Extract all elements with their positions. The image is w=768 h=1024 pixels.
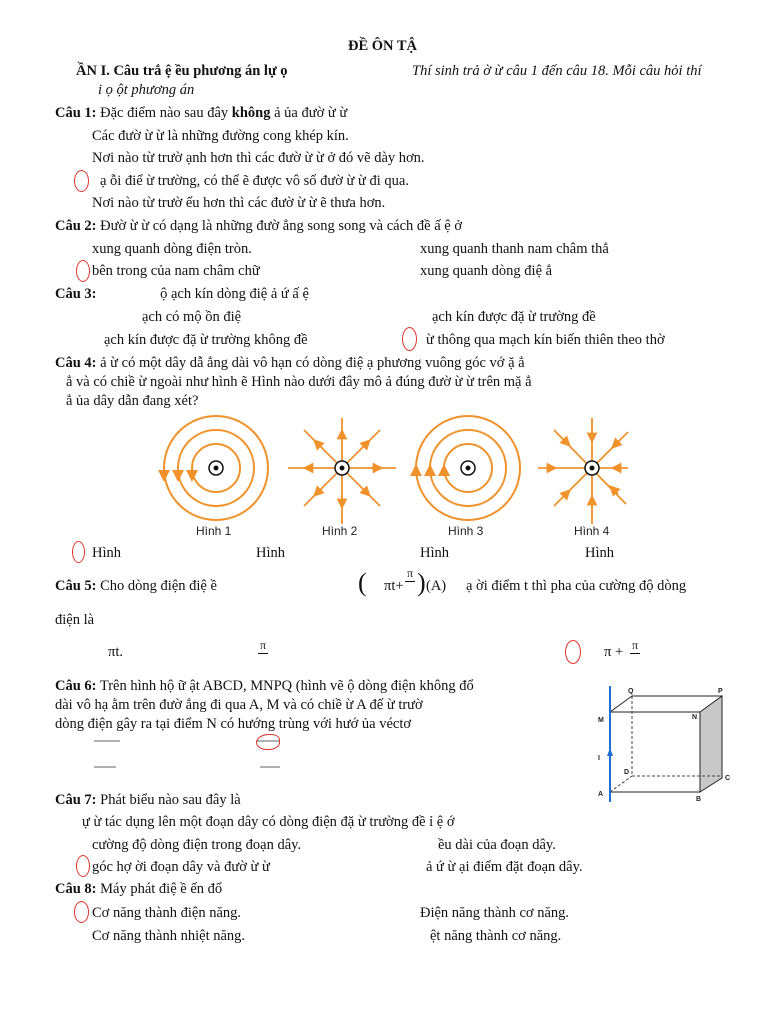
- q7-option-c: góc hợ ời đoạn dây và đườ ừ ừ: [92, 859, 270, 875]
- paren-right: ): [417, 568, 426, 597]
- vertex-c: C: [725, 775, 731, 782]
- vertex-d: D: [624, 769, 630, 776]
- question-stem: ả ủa đườ ừ ừ: [274, 105, 348, 121]
- question-7-line-1: ự ừ tác dụng lên một đoạn dây có dòng điện đặ ừ trường đề ỉ ệ ớ: [82, 814, 455, 830]
- q1-option-c: ạ ỗi điể ừ trường, có thể ẽ được vô số đườ ừ ừ đi qua.: [100, 173, 409, 189]
- part-heading: ẦN I. Câu trắ ệ ều phương án lự ọ: [76, 63, 288, 79]
- question-stem: Phát biểu nào sau đây là: [100, 792, 241, 808]
- q3-option-b: ạch kín được đặ ừ trường đề: [432, 309, 596, 325]
- q4-option-c: Hình: [420, 545, 449, 561]
- q2-option-b: xung quanh thanh nam châm thẳ: [420, 241, 609, 257]
- question-stem-cont: điện là: [55, 612, 95, 628]
- question-2: [55, 218, 462, 235]
- q8-option-a: Cơ năng thành điện năng.: [92, 905, 242, 921]
- vertex-a: A: [598, 791, 604, 798]
- figure-2: [288, 418, 396, 524]
- question-6-line-3: dòng điện gây ra tại điểm N có hướng trùng với hướ ủa véctơ: [55, 716, 412, 732]
- question-stem-emphasis: không: [231, 105, 271, 121]
- question-label: Câu 7:: [55, 792, 97, 808]
- q4-option-b: Hình: [256, 545, 285, 561]
- vertex-p: P: [718, 688, 723, 695]
- question-stem: Đặc điểm nào sau đây: [100, 105, 229, 121]
- figure-1-label: Hình 1: [196, 524, 232, 538]
- question-stem: Trên hình hộ ữ ật ABCD, MNPQ (hình vẽ ộ dòng điện không đổ: [99, 678, 474, 694]
- q5-option-d-fraction: π: [632, 638, 639, 652]
- question-label: Câu 5:: [55, 578, 97, 594]
- answer-mark: [402, 327, 417, 351]
- question-label: Câu 1:: [55, 105, 97, 121]
- q8-option-d: ệt năng thành cơ năng.: [430, 928, 562, 944]
- question-6: [55, 678, 474, 695]
- question-label: Câu 6:: [55, 678, 97, 694]
- question-3: [55, 286, 309, 303]
- q7-option-b: ều dài của đoạn dây.: [438, 837, 556, 853]
- figure-1: [164, 416, 268, 520]
- q3-option-d: ừ thông qua mạch kín biến thiên theo thờ: [426, 332, 665, 348]
- answer-mark: [76, 855, 90, 877]
- question-label: Câu 2:: [55, 218, 97, 234]
- q7-option-a: cường độ dòng điện trong đoạn dây.: [92, 837, 302, 853]
- question-5: [55, 578, 217, 595]
- question-stem: Cho dòng điện điệ ề: [100, 578, 217, 594]
- field-lines-figure: [150, 412, 630, 542]
- q5-option-b: π: [260, 638, 267, 652]
- q5-unit: (A): [426, 578, 447, 594]
- vertex-b: B: [696, 796, 702, 803]
- vertex-m: M: [598, 717, 604, 724]
- question-label: Câu 3:: [55, 286, 97, 302]
- q1-option-a: Các đườ ừ ừ là những đường cong khép kín.: [92, 128, 349, 144]
- question-stem: Máy phát điệ ề ến đổ: [100, 881, 223, 897]
- figure-4-label: Hình 4: [574, 524, 610, 538]
- q2-option-a: xung quanh dòng điện tròn.: [92, 241, 252, 257]
- figure-3: [416, 416, 520, 520]
- part-instruction: Thí sinh trả ờ ừ câu 1 đến câu 18. Mỗi câu hỏi thí: [412, 63, 702, 79]
- q1-option-d: Nơi nào từ trườ ếu hơn thì các đườ ừ ừ ẽ thưa hơn.: [92, 195, 386, 211]
- q2-option-d: xung quanh dòng điệ ẳ: [420, 263, 553, 279]
- q8-option-c: Cơ năng thành nhiệt năng.: [92, 928, 246, 944]
- q5-option-d: π +: [604, 644, 624, 660]
- box-figure: [592, 684, 742, 804]
- question-7: [55, 792, 241, 809]
- q2-option-c: bên trong của nam châm chữ: [92, 263, 260, 279]
- question-8: [55, 881, 222, 898]
- current-label: I: [598, 755, 600, 762]
- q8-option-b: Điện năng thành cơ năng.: [420, 905, 570, 921]
- question-4-line-3: ẳ ủa dây dẫn đang xét?: [66, 393, 199, 409]
- answer-mark: [74, 170, 89, 192]
- answer-mark: [256, 734, 280, 750]
- question-stem: ả ừ có một dây dẫ ẳng dài vô hạn có dòng điệ ạ phương vuông góc vớ ặ ẳ: [100, 355, 525, 371]
- figure-4: [538, 418, 628, 524]
- paren-left: (: [358, 568, 367, 597]
- figure-3-label: Hình 3: [448, 524, 484, 538]
- q1-option-b: Nơi nào từ trườ ạnh hơn thì các đườ ừ ừ ở đó vẽ dày hơn.: [92, 150, 425, 166]
- answer-mark: [565, 640, 581, 664]
- question-stem: Đườ ừ ừ có dạng là những đườ ẳng song song và cách đề ấ ệ ở: [100, 218, 463, 234]
- question-label: Câu 8:: [55, 881, 97, 897]
- answer-mark: [74, 901, 89, 923]
- q3-option-c: ạch kín được đặ ừ trường không đề: [104, 332, 308, 348]
- question-stem-cont: ạ ời điểm t thì pha của cường độ dòng: [466, 578, 687, 594]
- vertex-n: N: [692, 714, 698, 721]
- question-1: [55, 105, 347, 122]
- vertex-q: Q: [628, 688, 634, 695]
- question-6-line-2: dài vô hạ ằm trên đườ ẳng đi qua A, M và có chiề ừ A đế ừ trườ: [55, 697, 423, 713]
- q4-option-d: Hình: [585, 545, 614, 561]
- q5-option-a: πt.: [108, 644, 123, 660]
- part-instruction-cont: i ọ ột phương án: [98, 82, 195, 98]
- figure-2-label: Hình 2: [322, 524, 358, 538]
- question-4-line-2: ẳ và có chiề ừ ngoài như hình ẽ Hình nào dưới đây mô ả đúng đườ ừ ừ trên mặ ẳ: [66, 374, 532, 390]
- q5-fraction: π: [407, 566, 414, 580]
- question-4: [55, 355, 525, 372]
- question-label: Câu 4:: [55, 355, 97, 371]
- q5-formula: πt+: [384, 578, 404, 594]
- answer-mark: [72, 541, 85, 563]
- q3-option-a: ạch có mộ ồn điệ: [142, 309, 242, 325]
- question-stem: ộ ạch kín dòng điệ ả ứ ấ ệ: [160, 286, 309, 302]
- answer-mark: [76, 260, 90, 282]
- page-title: ĐỀ ÔN TẬ: [348, 38, 418, 54]
- q7-option-d: ả ứ ừ ại điểm đặt đoạn dây.: [426, 859, 583, 875]
- q4-option-a: Hình: [92, 545, 121, 561]
